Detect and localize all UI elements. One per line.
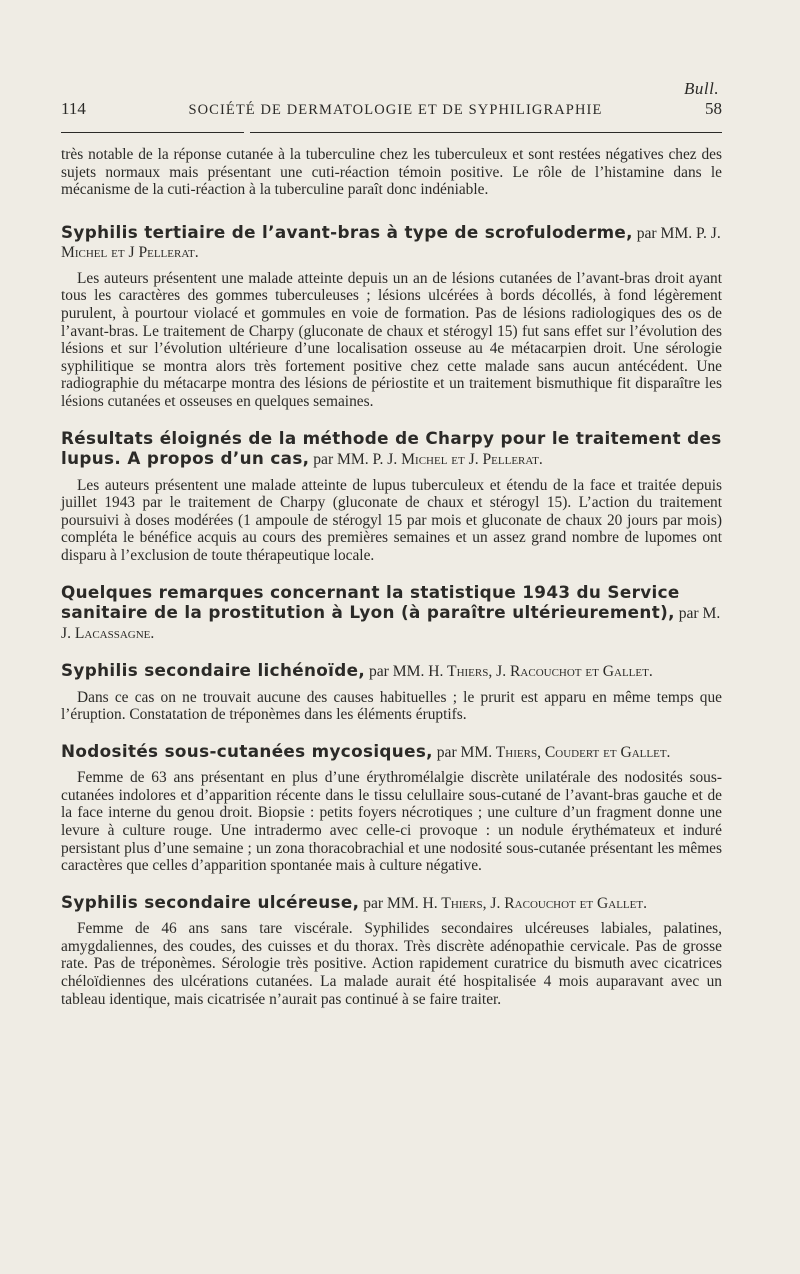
section-authors: MM. P. J. Michel et J Pellerat. — [61, 224, 721, 262]
article-body — [61, 146, 722, 1008]
volume-number: 58 — [704, 99, 722, 118]
section-par: par — [363, 894, 384, 912]
section-title: Syphilis tertiaire de l’avant-bras à type de scrofuloderme, — [61, 221, 633, 242]
section-par: par — [368, 663, 389, 680]
section-authors: MM. P. J. Michel et J. Pellerat. — [337, 451, 543, 469]
section-body: Dans ce cas on ne trouvait aucune des causes habituelles ; le prurit est apparu en même temps que l’éruption. Constatation de tréponèmes dans les éléments éruptifs. — [61, 688, 722, 724]
section-authors: MM. Thiers, Coudert et Gallet. — [460, 743, 671, 761]
section-body: Femme de 63 ans présentant en plus d’une érythromélalgie discrète unilatérale des nodosités sous-cutanées indolores et d’apparition récente dans le tissu celullaire sous-cutané de l’avant-bras gauche et de la face interne du genou droit. Biopsie : petits foyers nécrotiques ; une culture d’un fragment donne une levure à culture rouge. Une intradermo avec celle-ci provoque : un nodule érythémateux et induré persistant plus d’une semaine ; un zona thoracobrachial et une nodosité sous-cutanée présentant les mêmes caractères que celles d’apparition spontanée mais à culture négative. — [61, 769, 722, 875]
section-par: par — [678, 605, 699, 622]
intro-paragraph: très notable de la réponse cutanée à la tuberculine chez les tuberculeux et sont restées négatives chez des sujets normaux mais présentant une cuti-réaction témoin positive. Le rôle de l’histamine dans le mécanisme de la cuti-réaction à la tuberculine paraît donc indéniable. — [61, 146, 722, 199]
page-number: 114 — [61, 99, 86, 118]
section-body: Les auteurs présentent une malade atteinte depuis un an de lésions cutanées de l’avant-bras droit ayant tous les caractères des gommes tuberculeuses ; lésions ulcérées à bords décollés, à fond légèrement purulent, à pourtour violacé et gommules en voie de formation. Pas de lésions radiologiques des os de l’avant-bras. Le traitement de Charpy (gluconate de chaux et stérogyl 15) fut sans effet sur l’évolution des lésions et sur l’évolution ultérieure d’une localisation osseuse au 4e métacarpien droit. Une sérologie syphilitique se montra alors très fortement positive chez cette malade sans aucun antécédent. Une radiographie du métacarpe montra des lésions de périostite et un traitement bismuthique fit disparaître les lésions cutanées et osseuses en quelques semaines. — [61, 269, 722, 410]
running-header — [61, 99, 722, 119]
header-rule-left — [61, 132, 244, 133]
section-heading — [61, 583, 722, 644]
section-title: Syphilis secondaire ulcéreuse, — [61, 891, 360, 912]
section-authors: MM. H. Thiers, J. Racouchot et Gallet. — [386, 894, 647, 912]
section-par: par — [436, 743, 457, 761]
section-body: Les auteurs présentent une malade atteinte de lupus tuberculeux et étendu de la face et traitée depuis juillet 1943 par le traitement de Charpy (gluconate de chaux et stérogyl 15). L’action du traitement poursuivi à doses modérées (1 ampoule de stérogyl 15 par mois et gluconate de chaux 20 jours par mois) compléta le bénéfice acquis au cours des premières semaines et un assez grand nombre de lupomes ont disparu à l’exclusion de toute thérapeutique locale. — [61, 476, 722, 564]
section-heading — [61, 223, 722, 263]
section-title: Syphilis secondaire lichénoïde, — [61, 660, 366, 680]
section-heading — [61, 661, 722, 682]
header-rule-right — [250, 132, 722, 133]
section-heading — [61, 893, 722, 914]
section-title: Nodosités sous-cutanées mycosiques, — [61, 740, 433, 761]
section-par: par — [313, 451, 334, 469]
section-authors: M. J. Lacassagne. — [61, 605, 721, 642]
section-title: Résultats éloignés de la méthode de Charpy pour le traitement des lupus. A propos d’un cas, — [61, 427, 722, 469]
section-body: Femme de 46 ans sans tare viscérale. Syphilides secondaires ulcéreuses labiales, palatines, amygdaliennes, des coudes, des cuisses et du thorax. Très discrète adénopathie cervicale. Pas de grosse rate. Pas de tréponèmes. Sérologie très positive. Action rapidement curatrice du bismuth avec cicatrices chéloïdiennes des ulcérations cutanées. La malade aurait été hospitalisée 4 mois auparavant avec un tableau identique, mais cicatrisée n’aurait pas continué à se faire traiter. — [61, 920, 722, 1008]
section-heading — [61, 742, 722, 763]
section-par: par — [636, 224, 657, 242]
running-title: SOCIÉTÉ DE DERMATOLOGIE ET DE SYPHILIGRAPHIE — [188, 102, 603, 118]
section-authors: MM. H. Thiers, J. Racouchot et Gallet. — [392, 663, 653, 680]
bull-annotation: Bull. — [684, 79, 720, 98]
section-heading — [61, 429, 722, 470]
section-title: Quelques remarques concernant la statistique 1943 du Service sanitaire de la prostitution à Lyon (à paraître ultérieurement), — [61, 581, 680, 622]
